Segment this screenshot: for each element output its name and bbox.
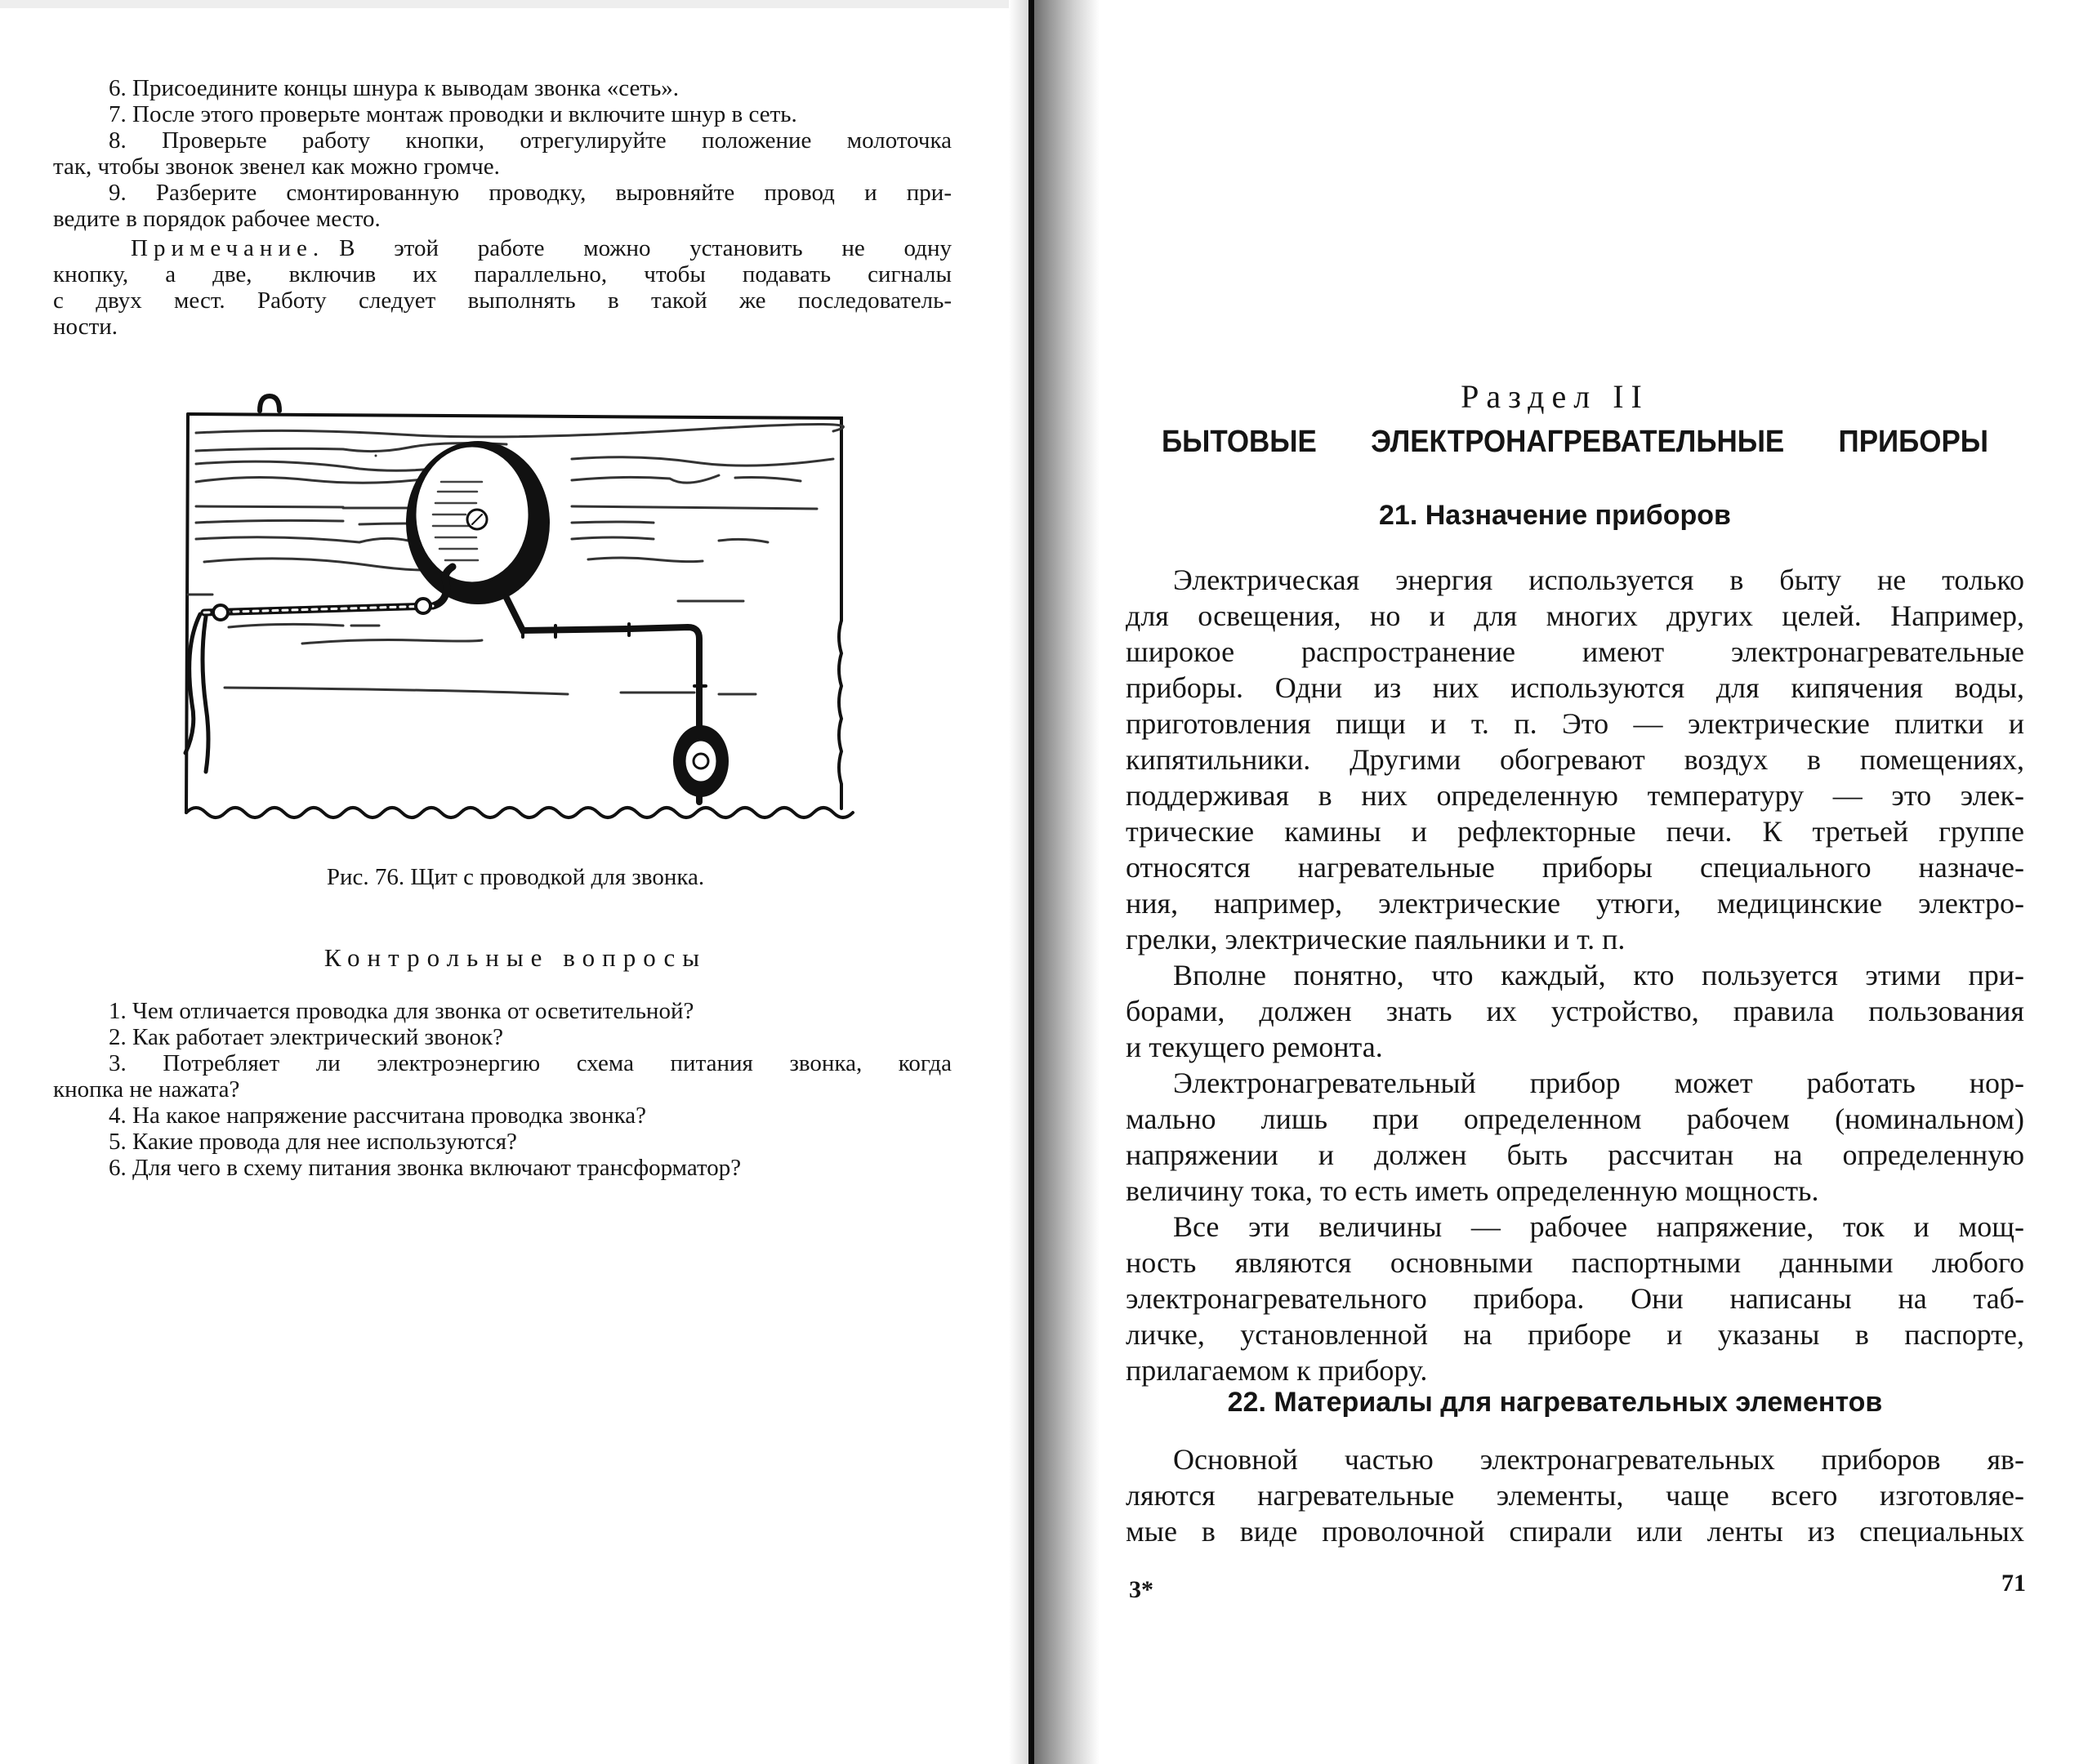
paragraph-line: Основной частью электронагревательных приборов яв- [1173,1443,2024,1476]
paragraph-line: напряжении и должен быть рассчитан на определенную [1126,1138,2024,1171]
bell-icon [406,441,550,604]
note-line-2: кнопку, а две, включив их параллельно, чтобы подавать сигналы [53,261,952,287]
paragraph-line: прилагаемом к прибору. [1126,1354,1428,1387]
paragraph-line: мые в виде проволочной спирали или ленты из специальных [1126,1515,2024,1548]
control-questions-title: Контрольные вопросы [323,943,707,972]
paragraph-line: Электронагревательный прибор может работать нор- [1173,1067,2024,1099]
question-6: 6. Для чего в схему питания звонка включают трансформатор? [109,1155,742,1181]
page-number: 71 [2001,1570,2026,1597]
control-questions-list [53,998,952,1181]
gutter-shadow-right [1034,0,1100,1764]
question-3-line-2: кнопка не нажата? [53,1076,240,1102]
section-title [1162,425,1988,460]
paragraph-1 [1126,562,2024,957]
twisted-cord [185,567,453,772]
board-bottom-edge [186,808,853,817]
question-1: 1. Чем отличается проводка для звонка от осветительной? [109,998,694,1024]
section-title-word-3: ПРИБОРЫ [1838,425,1988,459]
paragraph-line: поддерживая в них определенную температуру — это элек- [1126,779,2024,812]
paragraph-line: Электрическая энергия используется в быту не только [1173,564,2024,596]
chapter-21-heading: 21. Назначение приборов [1379,500,1731,531]
question-5: 5. Какие провода для нее используются? [109,1129,517,1155]
note-label: Примечание. [131,235,325,261]
push-button-icon [673,725,729,797]
step-9-line-2: ведите в порядок рабочее место. [53,206,381,232]
paragraph-line: мально лишь при определенном рабочем (номинальном) [1126,1102,2024,1135]
step-8-line-2: так, чтобы звонок звенел как можно громче. [53,154,500,180]
signature-mark: 3* [1129,1576,1153,1603]
paragraph-line: широкое распространение имеют электронагревательные [1126,635,2024,668]
chapter-21-body [1126,562,2024,1388]
paragraph-line: электронагревательного прибора. Они написаны на таб- [1126,1282,2024,1315]
paragraph-line: кипятильники. Другими обогревают воздух в помещениях, [1126,743,2024,776]
question-3-line-1: 3. Потребляет ли электроэнергию схема питания звонка, когда [109,1050,952,1076]
note-line-1 [53,235,952,261]
step-9-line-1: 9. Разберите смонтированную проводку, выровняйте провод и при- [109,180,952,206]
paragraph-4 [1126,1209,2024,1388]
question-2: 2. Как работает электрический звонок? [109,1024,503,1050]
step-8-line-1: 8. Проверьте работу кнопки, отрегулируйте положение молоточка [109,127,952,154]
figure-bell-board [163,384,866,841]
paragraph-line: приборы. Одни из них используются для кипячения воды, [1126,671,2024,704]
paragraph-2 [1126,957,2024,1065]
paragraph-line: Вполне понятно, что каждый, кто пользуется этими при- [1173,959,2024,991]
paragraph-line: для освещения, но и для многих других целей. Например, [1126,599,2024,632]
paragraph-line: Все эти величины — рабочее напряжение, ток и мощ- [1173,1210,2024,1243]
chapter-22-body [1126,1441,2024,1549]
paragraph-line: ляются нагревательные элементы, чаще всего изготовляе- [1126,1479,2024,1512]
paragraph-line: борами, должен знать их устройство, правила пользования [1126,995,2024,1027]
paragraph-line: приготовления пищи и т. п. Это — электрические плитки и [1126,707,2024,740]
note-line-4: ности. [53,314,118,340]
paragraph-line: ния, например, электрические утюги, медицинские электро- [1126,887,2024,920]
section-title-word-1: БЫТОВЫЕ [1162,425,1317,459]
question-4: 4. На какое напряжение рассчитана проводка звонка? [109,1102,646,1129]
paragraph-line: грелки, электрические паяльники и т. п. [1126,923,1626,956]
chapter-22-heading: 22. Материалы для нагревательных элементов [1227,1387,1883,1418]
scan-edge [0,0,1031,8]
section-title-word-2: ЭЛЕКТРОНАГРЕВАТЕЛЬНЫЕ [1371,425,1785,459]
note-line-3: с двух мест. Работу следует выполнять в такой же последователь- [53,287,952,314]
step-6: 6. Присоедините концы шнура к выводам звонка «сеть». [109,75,680,101]
paragraph-line: и текущего ремонта. [1126,1031,1383,1063]
paragraph-line: ность являются основными паспортными данными любого [1126,1246,2024,1279]
figure-caption: Рис. 76. Щит с проводкой для звонка. [326,864,705,890]
step-7: 7. После этого проверьте монтаж проводки и включите шнур в сеть. [109,101,797,127]
paragraph-line: относятся нагревательные приборы специального назначе- [1126,851,2024,884]
instruction-steps [53,75,952,232]
paragraph-line: личке, установленной на приборе и указаны в паспорте, [1126,1318,2024,1351]
note-text-1: В этой работе можно установить не одну [339,235,952,261]
paragraph-line: трические камины и рефлекторные печи. К третьей группе [1126,815,2024,848]
section-label: Раздел II [1461,378,1649,415]
paragraph-line: величину тока, то есть иметь определенную мощность. [1126,1174,1819,1207]
cord-end [185,614,208,772]
paragraph-3 [1126,1065,2024,1209]
hanging-ring [260,396,279,411]
note [53,235,952,340]
